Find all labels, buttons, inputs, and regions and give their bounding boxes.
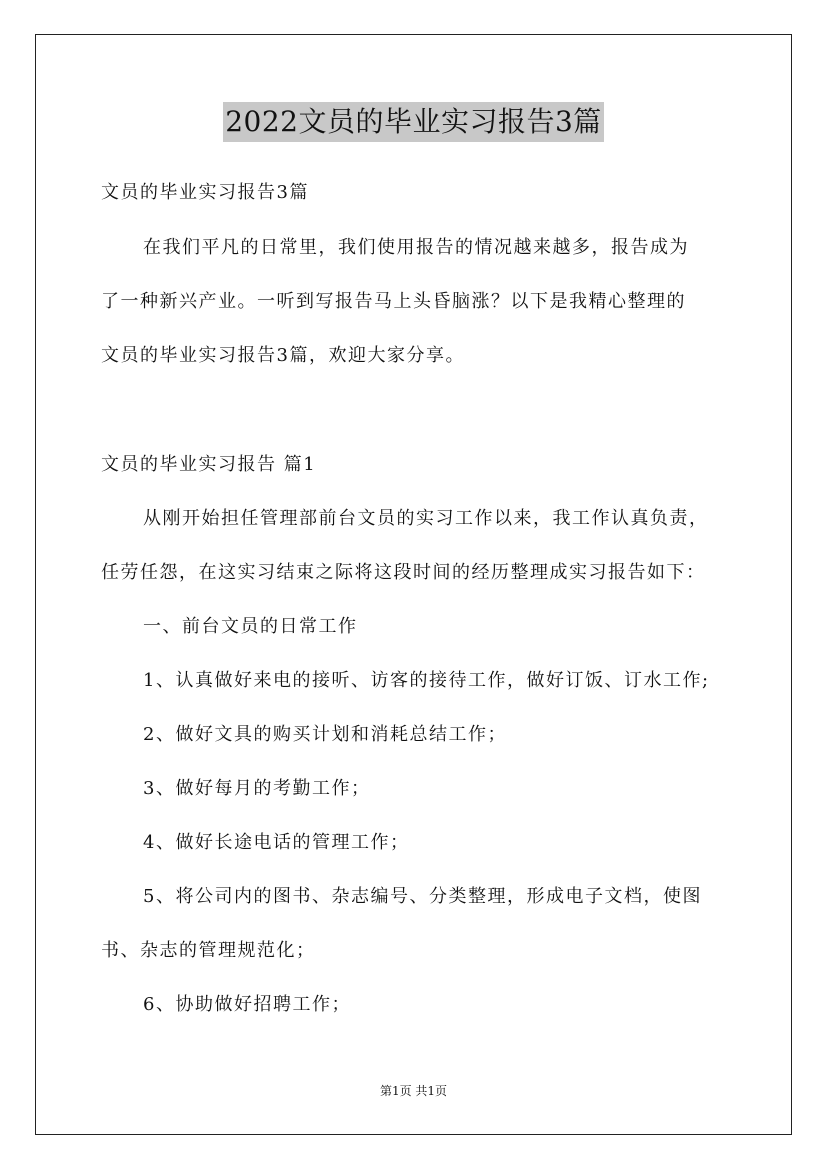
document-subtitle: 文员的毕业实习报告3篇 bbox=[101, 182, 309, 203]
document-title: 2022文员的毕业实习报告3篇 bbox=[223, 102, 604, 142]
list-item-1: 1、认真做好来电的接听、访客的接待工作，做好订饭、订水工作; bbox=[143, 670, 710, 691]
list-item-5-continued: 书、杂志的管理规范化； bbox=[101, 940, 316, 961]
list-item-3: 3、做好每月的考勤工作； bbox=[143, 778, 371, 799]
subheading: 一、前台文员的日常工作 bbox=[143, 616, 358, 637]
section-heading: 文员的毕业实习报告 篇1 bbox=[101, 454, 317, 475]
title-container bbox=[0, 102, 827, 142]
section-para-line-1: 从刚开始担任管理部前台文员的实习工作以来，我工作认真负责， bbox=[143, 508, 709, 529]
intro-line-1: 在我们平凡的日常里，我们使用报告的情况越来越多，报告成为 bbox=[143, 237, 689, 258]
list-item-4: 4、做好长途电话的管理工作； bbox=[143, 832, 410, 853]
list-item-5: 5、将公司内的图书、杂志编号、分类整理，形成电子文档，使图 bbox=[143, 886, 702, 907]
list-item-2: 2、做好文具的购买计划和消耗总结工作； bbox=[143, 724, 507, 745]
intro-line-2: 了一种新兴产业。一听到写报告马上头昏脑涨？以下是我精心整理的 bbox=[101, 291, 686, 312]
intro-line-3: 文员的毕业实习报告3篇，欢迎大家分享。 bbox=[101, 345, 465, 366]
page-footer: 第1页 共1页 bbox=[379, 1084, 448, 1098]
list-item-6: 6、协助做好招聘工作； bbox=[143, 994, 351, 1015]
section-para-line-2: 任劳任怨，在这实习结束之际将这段时间的经历整理成实习报告如下： bbox=[101, 562, 706, 583]
